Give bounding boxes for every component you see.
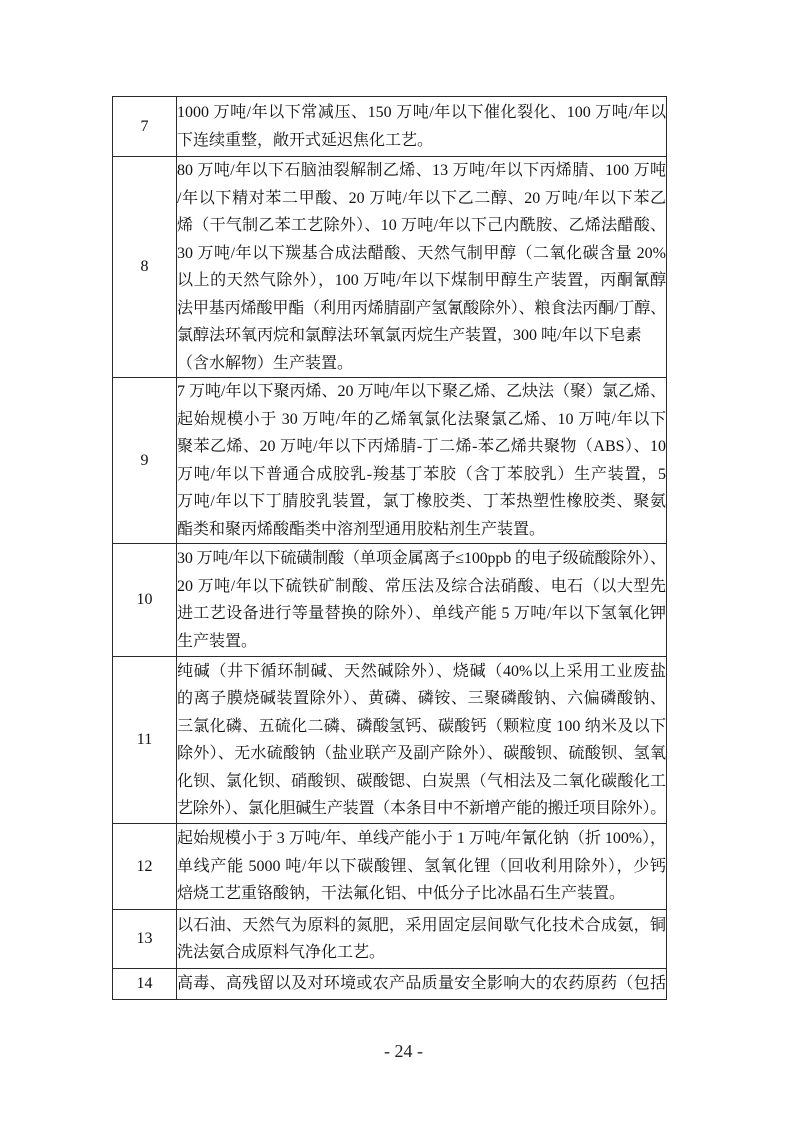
description-line: 洗法氨合成原料气净化工艺。 bbox=[177, 944, 386, 961]
description-line: 以石油、天然气为原料的氮肥，采用固定层间歇气化技术合成氨，铜 bbox=[177, 916, 666, 934]
item-number: 9 bbox=[113, 378, 177, 544]
item-description bbox=[177, 910, 667, 969]
table-row bbox=[113, 969, 667, 1000]
description-line: 纯碱（井下循环制碱、天然碱除外）、烧碱（40%以上采用工业废盐 bbox=[177, 662, 666, 680]
description-line: 除外）、无水硫酸钠（盐业联产及副产除外）、碳酸钡、硫酸钡、氢氧 bbox=[177, 745, 666, 762]
description-line: 万吨/年以下丁腈胶乳装置，氯丁橡胶类、丁苯热塑性橡胶类、聚氨 bbox=[177, 493, 666, 510]
item-description bbox=[177, 157, 667, 378]
item-description bbox=[177, 824, 667, 910]
item-number: 13 bbox=[113, 910, 177, 969]
description-line: 起始规模小于 30 万吨/年的乙烯氧氯化法聚氯乙烯、10 万吨/年以下 bbox=[177, 410, 666, 428]
description-line: 生产装置。 bbox=[177, 632, 258, 650]
table-row bbox=[113, 657, 667, 824]
description-line: 7 万吨/年以下聚丙烯、20 万吨/年以下聚乙烯、乙炔法（聚）氯乙烯、 bbox=[177, 383, 666, 400]
table-row bbox=[113, 544, 667, 657]
table-row bbox=[113, 910, 667, 969]
industry-list-table bbox=[112, 96, 667, 1000]
description-line: 80 万吨/年以下石脑油裂解制乙烯、13 万吨/年以下丙烯腈、100 万吨 bbox=[177, 162, 666, 179]
item-description bbox=[177, 657, 667, 824]
description-line: 以上的天然气除外），100 万吨/年以下煤制甲醇生产装置，丙酮氰醇 bbox=[177, 272, 666, 289]
description-line: 下连续重整，敞开式延迟焦化工艺。 bbox=[177, 131, 434, 149]
description-line: 30 万吨/年以下硫磺制酸（单项金属离子≤100ppb 的电子级硫酸除外）、 bbox=[177, 550, 666, 567]
description-line: 起始规模小于 3 万吨/年、单线产能小于 1 万吨/年氰化钠（折 100%）， bbox=[177, 830, 666, 848]
item-description bbox=[177, 97, 667, 157]
description-line: 三氯化磷、五硫化二磷、磷酸氢钙、碳酸钙（颗粒度 100 纳米及以下 bbox=[177, 717, 666, 735]
item-number: 11 bbox=[113, 657, 177, 824]
description-line: 万吨/年以下普通合成胶乳-羧基丁苯胶（含丁苯胶乳）生产装置，5 bbox=[177, 465, 666, 483]
table-row bbox=[113, 157, 667, 378]
item-description bbox=[177, 544, 667, 657]
description-line: 艺除外）、氯化胆碱生产装置（本条目中不新增产能的搬迁项目除外）。 bbox=[177, 800, 666, 817]
description-line: 的离子膜烧碱装置除外）、黄磷、磷铵、三聚磷酸钠、六偏磷酸钠、 bbox=[177, 690, 666, 707]
description-line: 进工艺设备进行等量替换的除外）、单线产能 5 万吨/年以下氢氧化钾 bbox=[177, 605, 666, 622]
description-line: 聚苯乙烯、20 万吨/年以下丙烯腈-丁二烯-苯乙烯共聚物（ABS）、10 bbox=[177, 438, 666, 455]
item-number: 14 bbox=[113, 969, 177, 1000]
description-line: 化钡、氯化钡、硝酸钡、碳酸锶、白炭黑（气相法及二氧化碳酸化工 bbox=[177, 772, 666, 790]
description-line: 酯类和聚丙烯酸酯类中溶剂型通用胶粘剂生产装置。 bbox=[177, 520, 546, 538]
description-line: 单线产能 5000 吨/年以下碳酸锂、氢氧化锂（回收利用除外），少钙 bbox=[177, 857, 666, 875]
description-line: /年以下精对苯二甲酸、20 万吨/年以下乙二醇、20 万吨/年以下苯乙 bbox=[177, 189, 666, 207]
item-number: 10 bbox=[113, 544, 177, 657]
item-number: 12 bbox=[113, 824, 177, 910]
description-line: 1000 万吨/年以下常减压、150 万吨/年以下催化裂化、100 万吨/年以 bbox=[177, 104, 666, 121]
item-number: 8 bbox=[113, 157, 177, 378]
item-description bbox=[177, 969, 667, 1000]
table-row bbox=[113, 378, 667, 544]
item-description bbox=[177, 378, 667, 544]
description-line: 30 万吨/年以下羰基合成法醋酸、天然气制甲醇（二氧化碳含量 20% bbox=[177, 244, 666, 262]
description-line: 烯（干气制乙苯工艺除外）、10 万吨/年以下己内酰胺、乙烯法醋酸、 bbox=[177, 217, 666, 234]
description-line: （含水解物）生产装置。 bbox=[177, 354, 354, 372]
page-number: - 24 - bbox=[384, 1041, 423, 1061]
description-line: 法甲基丙烯酸甲酯（利用丙烯腈副产氢氰酸除外）、粮食法丙酮/丁醇、 bbox=[177, 299, 666, 317]
table-row bbox=[113, 824, 667, 910]
description-line: 氯醇法环氧丙烷和氯醇法环氧氯丙烷生产装置，300 吨/年以下皂素 bbox=[177, 327, 642, 344]
table-row bbox=[113, 97, 667, 157]
description-line: 焙烧工艺重铬酸钠，干法氟化铝、中低分子比冰晶石生产装置。 bbox=[177, 885, 626, 903]
description-line: 高毒、高残留以及对环境或农产品质量安全影响大的农药原药（包括 bbox=[177, 975, 666, 993]
description-line: 20 万吨/年以下硫铁矿制酸、常压法及综合法硝酸、电石（以大型先 bbox=[177, 577, 666, 595]
item-number: 7 bbox=[113, 97, 177, 157]
